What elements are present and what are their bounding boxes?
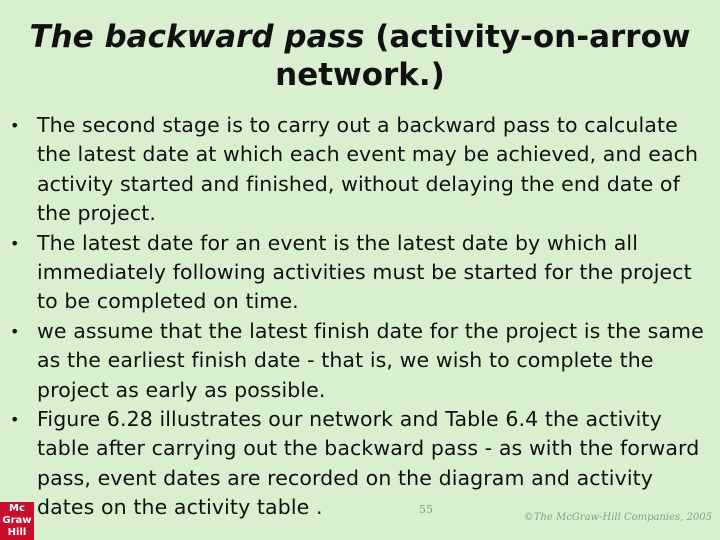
page-number: 55 xyxy=(419,503,433,516)
bullet-text: The second stage is to carry out a backward pass to calculate the latest date at which each event may be achieved, and each activity started and finished, without delaying the end date of the project. xyxy=(37,113,699,226)
bullet-list xyxy=(8,111,708,523)
bullet-item xyxy=(8,317,708,405)
bullet-item xyxy=(8,111,708,229)
bullet-dot: • xyxy=(10,233,20,253)
mcgraw-hill-logo xyxy=(0,502,34,540)
copyright-notice: ©The McGraw-Hill Companies, 2005 xyxy=(523,512,712,523)
logo-line1: Mc xyxy=(9,503,25,514)
bullet-dot: • xyxy=(10,116,20,135)
bullet-dot: • xyxy=(10,321,20,341)
title-line2: network.) xyxy=(275,57,445,93)
logo-line3: Hill xyxy=(7,527,27,538)
bullet-text: Figure 6.28 illustrates our network and Table 6.4 the activity table after carrying out the backward pass - as with the forward pass, event dates are recorded on the diagram and activity dates on the activity table . xyxy=(37,407,700,520)
bullet-item xyxy=(8,229,708,317)
bullet-text: The latest date for an event is the latest date by which all immediately following activities must be started for the project to be completed on time. xyxy=(37,230,692,314)
bullet-text: we assume that the latest finish date for the project is the same as the earliest finish date - that is, we wish to complete the project as early as possible. xyxy=(37,318,704,402)
slide-title xyxy=(0,18,720,94)
title-rest: (activity-on-arrow xyxy=(364,19,691,55)
bullet-dot: • xyxy=(10,410,20,430)
title-italic: The backward pass xyxy=(29,19,365,55)
logo-line2: Graw xyxy=(2,515,32,526)
bullet-item xyxy=(8,405,708,523)
